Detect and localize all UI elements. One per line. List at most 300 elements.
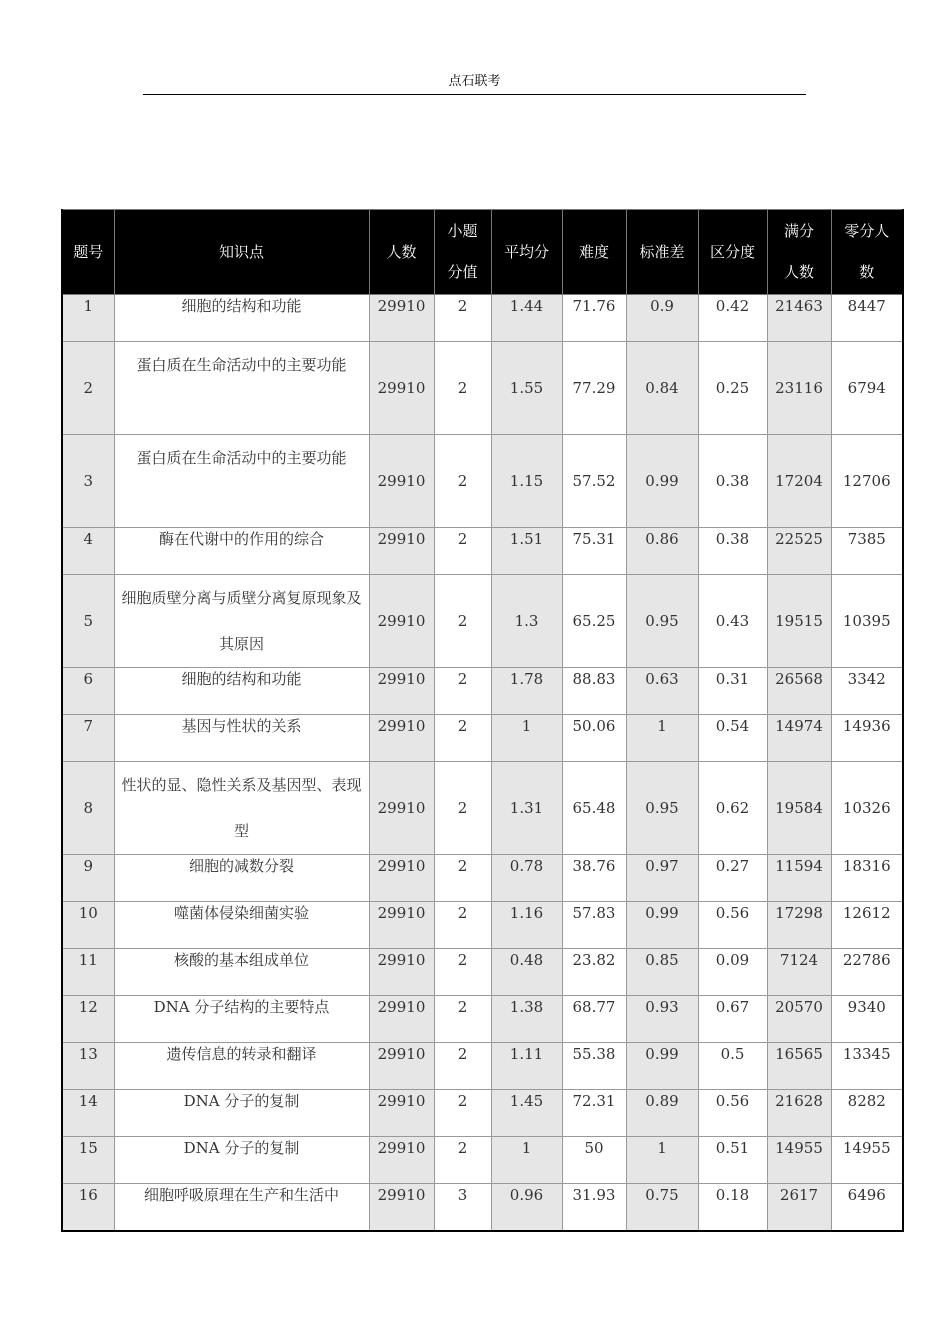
cell-sd: [626, 575, 698, 668]
table-row: [62, 528, 903, 575]
cell-no-text: 11: [78, 951, 98, 969]
cell-full: [767, 528, 831, 575]
cell-topic-text: 蛋白质在生命活动中的主要功能: [136, 356, 347, 374]
cell-sd: [626, 1043, 698, 1090]
cell-score: [434, 1137, 491, 1184]
cell-disc: [698, 1043, 767, 1090]
cell-full-text: 19515: [775, 611, 823, 630]
cell-sd: [626, 949, 698, 996]
cell-avg: [491, 1043, 562, 1090]
cell-full: [767, 762, 831, 855]
cell-full-text: 11594: [775, 857, 823, 875]
cell-avg-text: 1.44: [509, 297, 544, 315]
cell-difficulty-text: 31.93: [572, 1186, 616, 1204]
table-row: [62, 855, 903, 902]
cell-avg: [491, 715, 562, 762]
cell-avg: [491, 949, 562, 996]
cell-full: [767, 1090, 831, 1137]
cell-count: [369, 1184, 434, 1232]
cell-disc-text: 0.25: [715, 378, 750, 397]
cell-score: [434, 996, 491, 1043]
table-row: [62, 902, 903, 949]
cell-no: [62, 668, 114, 715]
cell-disc: [698, 342, 767, 435]
table-row: [62, 1043, 903, 1090]
cell-sd-text: 0.95: [645, 611, 679, 630]
cell-topic: [114, 902, 369, 949]
cell-sd-text: 0.86: [645, 530, 679, 548]
cell-difficulty-text: 88.83: [572, 670, 616, 688]
table-row: [62, 949, 903, 996]
cell-full-text: 17204: [775, 471, 823, 490]
cell-topic-text: 性状的显、隐性关系及基因型、表现型: [121, 776, 362, 840]
cell-full-text: 21463: [775, 297, 823, 315]
cell-difficulty-text: 65.25: [572, 611, 616, 630]
cell-avg: [491, 575, 562, 668]
cell-topic-text: DNA 分子的复制: [183, 1139, 300, 1157]
cell-topic-text: 细胞呼吸原理在生产和生活中: [143, 1186, 339, 1204]
cell-zero-text: 14936: [842, 717, 891, 735]
cell-full-text: 21628: [775, 1092, 823, 1110]
col-header-count: 人数: [369, 210, 434, 295]
cell-count-text: 29910: [377, 857, 426, 875]
cell-full-text: 19584: [775, 798, 823, 817]
cell-count: [369, 528, 434, 575]
cell-sd: [626, 855, 698, 902]
cell-disc: [698, 996, 767, 1043]
cell-zero-text: 9340: [847, 998, 886, 1016]
cell-count: [369, 762, 434, 855]
cell-topic-text: 细胞的结构和功能: [181, 297, 302, 315]
cell-count: [369, 295, 434, 342]
cell-full-text: 14955: [775, 1139, 823, 1157]
cell-no-text: 15: [78, 1139, 98, 1157]
cell-score-text: 2: [457, 798, 468, 817]
cell-count: [369, 575, 434, 668]
cell-topic: [114, 575, 369, 668]
cell-difficulty-text: 50.06: [572, 717, 616, 735]
cell-disc-text: 0.43: [715, 611, 750, 630]
table-row: [62, 342, 903, 435]
cell-difficulty-text: 77.29: [572, 378, 616, 397]
cell-full: [767, 902, 831, 949]
cell-disc-text: 0.56: [715, 1092, 750, 1110]
cell-zero: [831, 342, 903, 435]
cell-count: [369, 855, 434, 902]
cell-difficulty: [562, 949, 626, 996]
cell-avg: [491, 762, 562, 855]
col-header-avg: 平均分: [491, 210, 562, 295]
cell-disc-text: 0.38: [715, 530, 750, 548]
cell-no: [62, 902, 114, 949]
table-row: [62, 668, 903, 715]
cell-topic-text: 基因与性状的关系: [181, 717, 302, 735]
cell-avg: [491, 855, 562, 902]
cell-disc: [698, 528, 767, 575]
cell-sd: [626, 1184, 698, 1232]
cell-zero-text: 10395: [842, 611, 891, 630]
cell-disc: [698, 855, 767, 902]
cell-full: [767, 342, 831, 435]
cell-full: [767, 1043, 831, 1090]
cell-sd: [626, 295, 698, 342]
cell-avg-text: 1.31: [509, 798, 544, 817]
cell-no: [62, 575, 114, 668]
cell-disc: [698, 668, 767, 715]
cell-zero: [831, 996, 903, 1043]
cell-sd-text: 0.95: [645, 798, 679, 817]
cell-score-text: 2: [457, 1092, 468, 1110]
cell-avg: [491, 1137, 562, 1184]
cell-full-text: 22525: [775, 530, 823, 548]
cell-sd-text: 0.9: [650, 297, 674, 315]
cell-sd-text: 0.99: [645, 1045, 679, 1063]
table-body: [62, 295, 903, 1232]
cell-count-text: 29910: [377, 471, 426, 490]
cell-disc: [698, 902, 767, 949]
cell-topic-text: 细胞的减数分裂: [188, 857, 294, 875]
cell-sd-text: 0.63: [645, 670, 679, 688]
cell-zero-text: 3342: [847, 670, 886, 688]
cell-difficulty-text: 75.31: [572, 530, 616, 548]
cell-disc-text: 0.42: [715, 297, 750, 315]
col-header-full-line1: 满分: [783, 222, 814, 240]
cell-score: [434, 1184, 491, 1232]
cell-no-text: 4: [83, 530, 94, 548]
cell-no-text: 10: [78, 904, 98, 922]
cell-zero: [831, 435, 903, 528]
cell-full-text: 20570: [775, 998, 823, 1016]
cell-topic-text: 遗传信息的转录和翻译: [166, 1045, 317, 1063]
cell-avg-text: 1: [521, 717, 532, 735]
cell-no: [62, 1090, 114, 1137]
cell-no: [62, 949, 114, 996]
cell-difficulty: [562, 668, 626, 715]
cell-avg: [491, 342, 562, 435]
cell-disc: [698, 1090, 767, 1137]
cell-count: [369, 342, 434, 435]
cell-score-text: 2: [457, 471, 468, 490]
cell-count-text: 29910: [377, 1139, 426, 1157]
cell-zero-text: 18316: [842, 857, 891, 875]
cell-avg: [491, 1184, 562, 1232]
cell-avg: [491, 528, 562, 575]
col-header-difficulty: 难度: [562, 210, 626, 295]
cell-score-text: 2: [457, 857, 468, 875]
cell-full-text: 16565: [775, 1045, 823, 1063]
cell-full: [767, 855, 831, 902]
cell-zero: [831, 715, 903, 762]
col-header-zero: [831, 210, 903, 295]
col-header-score: [434, 210, 491, 295]
cell-score-text: 2: [457, 670, 468, 688]
cell-no-text: 7: [83, 717, 94, 735]
cell-disc: [698, 1137, 767, 1184]
cell-difficulty: [562, 528, 626, 575]
cell-avg: [491, 996, 562, 1043]
cell-topic: [114, 949, 369, 996]
cell-difficulty-text: 50: [584, 1139, 604, 1157]
cell-disc-text: 0.31: [715, 670, 750, 688]
cell-difficulty-text: 65.48: [572, 798, 616, 817]
cell-zero-text: 8282: [847, 1092, 886, 1110]
cell-no: [62, 715, 114, 762]
table-row: [62, 295, 903, 342]
header-row: [62, 210, 903, 295]
cell-topic-text: DNA 分子结构的主要特点: [153, 998, 330, 1016]
cell-zero-text: 6496: [847, 1186, 886, 1204]
col-header-zero-line2: 数: [859, 263, 875, 281]
table-row: [62, 715, 903, 762]
cell-avg-text: 1.16: [509, 904, 544, 922]
cell-sd-text: 0.89: [645, 1092, 679, 1110]
cell-count-text: 29910: [377, 530, 426, 548]
cell-score: [434, 295, 491, 342]
cell-zero-text: 8447: [847, 297, 886, 315]
cell-difficulty: [562, 575, 626, 668]
cell-topic: [114, 1137, 369, 1184]
cell-zero: [831, 855, 903, 902]
cell-no-text: 3: [83, 471, 94, 490]
cell-disc: [698, 949, 767, 996]
cell-no: [62, 855, 114, 902]
cell-score: [434, 1043, 491, 1090]
cell-disc-text: 0.18: [715, 1186, 750, 1204]
header-title: 点石联考: [448, 74, 501, 89]
cell-disc: [698, 1184, 767, 1232]
cell-zero-text: 13345: [842, 1045, 891, 1063]
cell-score: [434, 342, 491, 435]
cell-full-text: 26568: [775, 670, 823, 688]
cell-zero: [831, 575, 903, 668]
cell-zero: [831, 1090, 903, 1137]
cell-sd: [626, 342, 698, 435]
cell-score-text: 2: [457, 1139, 468, 1157]
cell-no-text: 16: [78, 1186, 98, 1204]
cell-count: [369, 902, 434, 949]
cell-score-text: 2: [457, 951, 468, 969]
cell-no: [62, 528, 114, 575]
cell-no: [62, 1184, 114, 1232]
cell-zero: [831, 902, 903, 949]
cell-sd: [626, 996, 698, 1043]
col-header-sd: 标准差: [626, 210, 698, 295]
cell-disc-text: 0.51: [715, 1139, 750, 1157]
cell-count-text: 29910: [377, 1045, 426, 1063]
cell-full: [767, 668, 831, 715]
cell-count-text: 29910: [377, 670, 426, 688]
table-row: [62, 1184, 903, 1232]
cell-full: [767, 949, 831, 996]
cell-zero-text: 12612: [842, 904, 891, 922]
cell-avg: [491, 435, 562, 528]
cell-difficulty-text: 71.76: [572, 297, 616, 315]
cell-disc-text: 0.54: [715, 717, 750, 735]
cell-count-text: 29910: [377, 951, 426, 969]
cell-topic-text: 核酸的基本组成单位: [173, 951, 309, 969]
cell-sd: [626, 668, 698, 715]
cell-avg: [491, 902, 562, 949]
col-header-score-line1: 小题: [447, 222, 478, 240]
cell-difficulty-text: 68.77: [572, 998, 616, 1016]
cell-avg: [491, 1090, 562, 1137]
cell-difficulty: [562, 762, 626, 855]
cell-difficulty-text: 38.76: [572, 857, 616, 875]
col-header-no: 题号: [62, 210, 114, 295]
table-row: [62, 1090, 903, 1137]
cell-no-text: 8: [83, 798, 94, 817]
cell-score: [434, 715, 491, 762]
cell-count-text: 29910: [377, 1186, 426, 1204]
cell-full: [767, 575, 831, 668]
cell-topic: [114, 1043, 369, 1090]
cell-sd-text: 0.97: [645, 857, 679, 875]
cell-no-text: 9: [83, 857, 94, 875]
cell-sd-text: 0.84: [645, 378, 679, 397]
cell-score-text: 2: [457, 1045, 468, 1063]
cell-count: [369, 435, 434, 528]
cell-full: [767, 996, 831, 1043]
cell-disc: [698, 435, 767, 528]
cell-avg-text: 0.78: [509, 857, 544, 875]
cell-difficulty: [562, 1137, 626, 1184]
cell-disc-text: 0.5: [720, 1045, 745, 1063]
cell-count-text: 29910: [377, 297, 426, 315]
cell-sd: [626, 1090, 698, 1137]
cell-full-text: 7124: [779, 951, 819, 969]
cell-count: [369, 949, 434, 996]
cell-sd: [626, 762, 698, 855]
cell-count-text: 29910: [377, 717, 426, 735]
cell-count-text: 29910: [377, 1092, 426, 1110]
cell-no-text: 6: [83, 670, 94, 688]
cell-score: [434, 949, 491, 996]
cell-no: [62, 1137, 114, 1184]
cell-sd-text: 0.93: [645, 998, 679, 1016]
cell-zero: [831, 295, 903, 342]
cell-topic: [114, 715, 369, 762]
cell-score: [434, 528, 491, 575]
cell-disc: [698, 762, 767, 855]
cell-disc: [698, 715, 767, 762]
cell-topic: [114, 855, 369, 902]
cell-zero: [831, 668, 903, 715]
cell-avg-text: 1.55: [509, 378, 544, 397]
cell-score-text: 2: [457, 717, 468, 735]
cell-score: [434, 1090, 491, 1137]
cell-count: [369, 1137, 434, 1184]
cell-topic: [114, 762, 369, 855]
cell-avg-text: 1.51: [509, 530, 544, 548]
cell-zero: [831, 1043, 903, 1090]
cell-sd: [626, 528, 698, 575]
cell-score-text: 2: [457, 297, 468, 315]
cell-disc-text: 0.27: [715, 857, 750, 875]
col-header-full: [767, 210, 831, 295]
cell-topic: [114, 1184, 369, 1232]
cell-count: [369, 996, 434, 1043]
cell-avg-text: 1.45: [509, 1092, 544, 1110]
cell-avg-text: 1: [521, 1139, 532, 1157]
cell-sd: [626, 715, 698, 762]
cell-difficulty-text: 55.38: [572, 1045, 616, 1063]
cell-difficulty: [562, 715, 626, 762]
page-header: [143, 70, 806, 95]
cell-score-text: 3: [457, 1186, 468, 1204]
cell-topic-text: DNA 分子的复制: [183, 1092, 300, 1110]
cell-topic: [114, 528, 369, 575]
cell-score-text: 2: [457, 611, 468, 630]
cell-sd: [626, 902, 698, 949]
col-header-topic: 知识点: [114, 210, 369, 295]
cell-topic-text: 蛋白质在生命活动中的主要功能: [136, 449, 347, 467]
cell-disc-text: 0.38: [715, 471, 750, 490]
cell-zero-text: 12706: [842, 471, 891, 490]
table-row: [62, 575, 903, 668]
cell-topic-text: 噬菌体侵染细菌实验: [173, 904, 309, 922]
cell-full-text: 23116: [775, 378, 823, 397]
cell-difficulty: [562, 996, 626, 1043]
cell-count: [369, 668, 434, 715]
cell-score: [434, 575, 491, 668]
cell-zero: [831, 1137, 903, 1184]
cell-zero: [831, 1184, 903, 1232]
cell-zero: [831, 528, 903, 575]
cell-score-text: 2: [457, 530, 468, 548]
cell-count: [369, 1090, 434, 1137]
cell-disc-text: 0.67: [715, 998, 750, 1016]
cell-disc: [698, 295, 767, 342]
cell-avg-text: 1.11: [509, 1045, 544, 1063]
cell-avg: [491, 668, 562, 715]
cell-zero-text: 22786: [842, 951, 891, 969]
cell-sd-text: 0.99: [645, 904, 679, 922]
col-header-disc: 区分度: [698, 210, 767, 295]
cell-sd: [626, 1137, 698, 1184]
cell-no-text: 12: [78, 998, 98, 1016]
cell-topic: [114, 996, 369, 1043]
cell-avg-text: 0.96: [509, 1186, 544, 1204]
table-row: [62, 762, 903, 855]
cell-avg-text: 1.78: [509, 670, 544, 688]
cell-full: [767, 435, 831, 528]
cell-full-text: 14974: [775, 717, 823, 735]
cell-difficulty: [562, 855, 626, 902]
cell-avg: [491, 295, 562, 342]
cell-full-text: 2617: [779, 1186, 819, 1204]
cell-no: [62, 762, 114, 855]
cell-sd: [626, 435, 698, 528]
cell-score: [434, 668, 491, 715]
cell-score-text: 2: [457, 378, 468, 397]
cell-avg-text: 1.38: [509, 998, 544, 1016]
cell-no-text: 2: [83, 378, 94, 397]
cell-sd-text: 0.75: [645, 1186, 679, 1204]
cell-avg-text: 1.15: [509, 471, 544, 490]
cell-difficulty-text: 57.83: [572, 904, 616, 922]
cell-difficulty-text: 57.52: [572, 471, 616, 490]
cell-difficulty: [562, 295, 626, 342]
cell-score: [434, 902, 491, 949]
cell-no: [62, 295, 114, 342]
cell-topic: [114, 435, 369, 528]
cell-topic: [114, 1090, 369, 1137]
cell-no: [62, 996, 114, 1043]
cell-zero-text: 14955: [842, 1139, 891, 1157]
cell-no-text: 14: [78, 1092, 98, 1110]
cell-count-text: 29910: [377, 998, 426, 1016]
cell-topic: [114, 342, 369, 435]
